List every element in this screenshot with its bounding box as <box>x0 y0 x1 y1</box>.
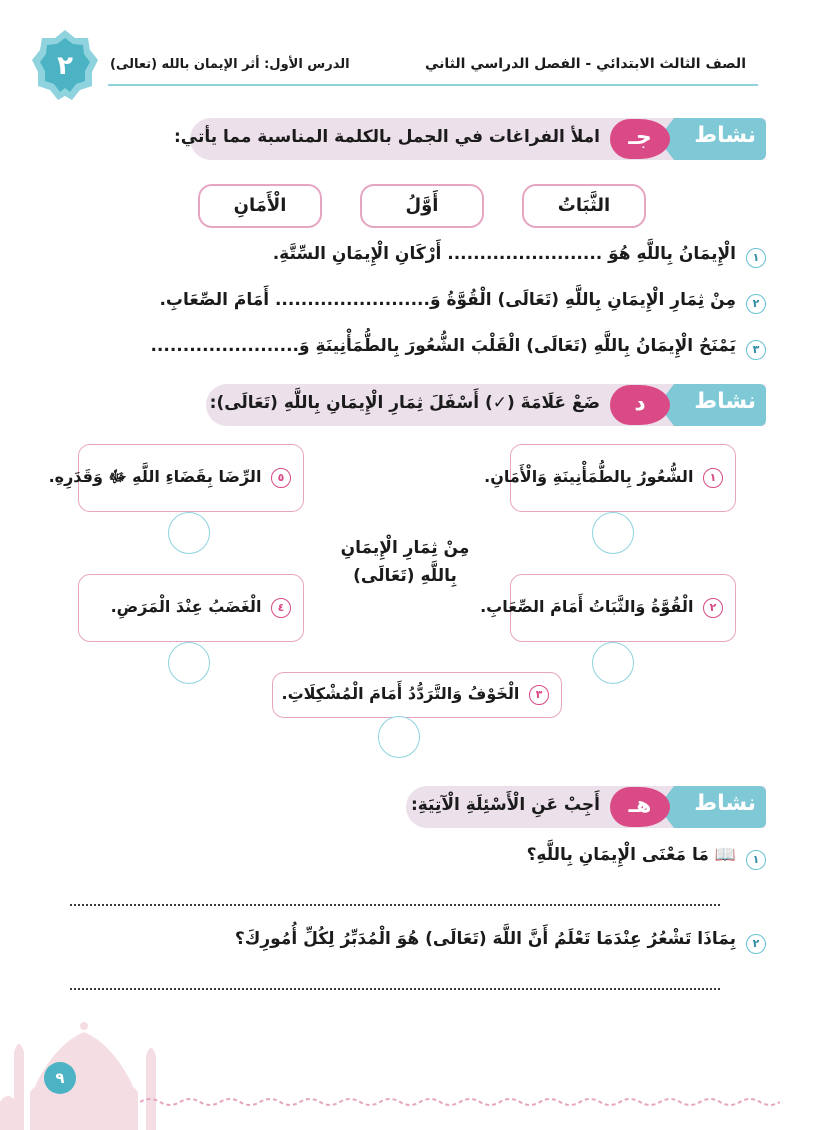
check-circle[interactable] <box>378 716 420 758</box>
lesson-badge-number: ٢ <box>57 51 73 81</box>
card-text: الْغَضَبُ عِنْدَ الْمَرَضِ. <box>110 597 262 616</box>
lesson-badge-icon <box>30 28 100 102</box>
card-text: الْقُوَّةُ وَالثَّبَاتُ أَمَامَ الصِّعَابِ. <box>480 597 694 616</box>
fruit-card-1 <box>484 444 736 512</box>
activity-c-banner <box>173 118 766 160</box>
page-number: ٩ <box>44 1062 76 1094</box>
question-number: ١ <box>746 850 766 870</box>
activity-d-instruction: ضَعْ عَلَامَةَ (✓) أَسْفَلَ ثِمَارِ الْإِيمَانِ بِاللَّهِ (تَعَالَى): <box>209 393 600 413</box>
activity-h-instruction: أَجِبْ عَنِ الْأَسْئِلَةِ الْآتِيَةِ: <box>410 795 600 815</box>
answer-line-2[interactable] <box>70 988 720 990</box>
word-bank-item[interactable]: الْأَمَانِ <box>198 184 322 228</box>
footer-wave-decoration <box>140 1096 780 1108</box>
center-title-line-1: مِنْ ثِمَارِ الْإِيمَانِ <box>340 538 470 558</box>
activity-d-letter: د <box>610 385 670 425</box>
card-number: ٤ <box>271 598 291 618</box>
check-circle[interactable] <box>168 642 210 684</box>
header-divider <box>108 84 758 86</box>
answer-line-1[interactable] <box>70 904 720 906</box>
question-1-text: مَا مَعْنَى الْإِيمَانِ بِاللَّهِ؟ <box>526 845 709 865</box>
activity-d-banner <box>206 384 766 426</box>
activity-d-word: نشاط <box>694 389 756 414</box>
check-circle[interactable] <box>592 512 634 554</box>
card-number: ٥ <box>271 468 291 488</box>
fill-sentence-1[interactable]: الْإِيمَانُ بِاللَّهِ هُوَ ........................ أَرْكَانِ الْإِيمَانِ السِّتَّةِ. <box>272 244 736 264</box>
word-bank-item[interactable]: أَوَّلُ <box>360 184 484 228</box>
grade-semester-title: الصف الثالث الابتدائي - الفصل الدراسي الثاني <box>425 56 746 72</box>
center-title-line-2: بِاللَّهِ (تَعَالَى) <box>353 566 457 586</box>
fill-sentence-3[interactable]: يَمْنَحُ الْإِيمَانُ بِاللَّهِ (تَعَالَى) الْقَلْبَ الشُّعُورَ بِالطُّمَأْنِينَةِ وَ....................... <box>150 336 736 356</box>
card-text: الْخَوْفُ وَالتَّرَدُّدُ أَمَامَ الْمُشْكِلَاتِ. <box>281 684 520 703</box>
card-text: الشُّعُورُ بِالطُّمَأْنِينَةِ وَالْأَمَانِ. <box>484 467 694 486</box>
fruit-card-2 <box>480 574 736 642</box>
activity-c-word: نشاط <box>694 123 756 148</box>
sentence-number: ٣ <box>746 340 766 360</box>
activity-h-word: نشاط <box>694 791 756 816</box>
check-circle[interactable] <box>168 512 210 554</box>
activity-h-letter: هـ <box>610 787 670 827</box>
word-bank-item[interactable]: الثَّبَاتُ <box>522 184 646 228</box>
fruit-card-4 <box>78 574 304 642</box>
book-icon: 📖 <box>714 845 736 865</box>
card-number: ١ <box>703 468 723 488</box>
check-circle[interactable] <box>592 642 634 684</box>
center-title <box>300 534 510 590</box>
card-number: ٣ <box>529 685 549 705</box>
fruit-card-5 <box>48 444 304 512</box>
activity-c-instruction: املأ الفراغات في الجمل بالكلمة المناسبة مما يأتي: <box>173 127 600 147</box>
card-number: ٢ <box>703 598 723 618</box>
activity-h-banner <box>406 786 766 828</box>
question-2-text: بِمَاذَا تَشْعُرُ عِنْدَمَا تَعْلَمُ أَنَّ اللَّهَ (تَعَالَى) هُوَ الْمُدَبِّرُ لِكُلِّ أُمُورِكَ؟ <box>234 929 736 949</box>
fruit-card-3 <box>272 672 562 718</box>
lesson-title: الدرس الأول: أثر الإيمان بالله (تعالى) <box>110 57 350 72</box>
mosque-decoration-icon <box>0 992 170 1130</box>
sentence-number: ١ <box>746 248 766 268</box>
card-text: الرِّضَا بِقَضَاءِ اللَّهِ ﷻ وَقَدَرِهِ. <box>48 467 262 486</box>
question-1 <box>527 845 736 865</box>
sentence-number: ٢ <box>746 294 766 314</box>
activity-c-letter: جـ <box>610 119 670 159</box>
question-number: ٢ <box>746 934 766 954</box>
fill-sentence-2[interactable]: مِنْ ثِمَارِ الْإِيمَانِ بِاللَّهِ (تَعَالَى) الْقُوَّةُ وَ........................ أَمَامَ الصِّعَابِ. <box>159 290 736 310</box>
